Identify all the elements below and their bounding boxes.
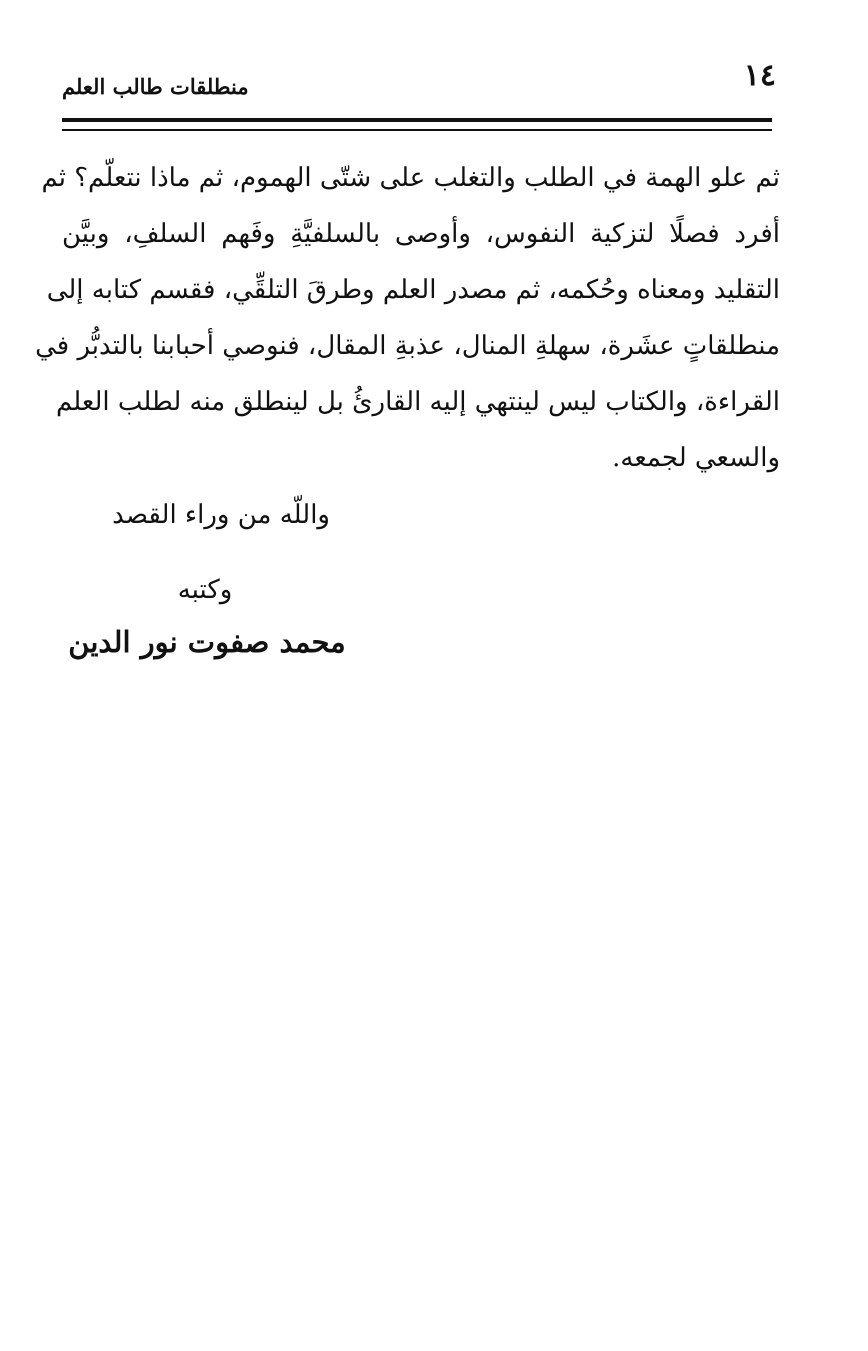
header-rule-thin bbox=[62, 129, 772, 131]
closing-phrase: واللّه من وراء القصد bbox=[112, 500, 330, 530]
author-name: محمد صفوت نور الدين bbox=[68, 625, 346, 659]
body-paragraph bbox=[35, 150, 780, 486]
page-number: ١٤ bbox=[743, 58, 776, 93]
paragraph-line: التقليد ومعناه وحُكمه، ثم مصدر العلم وطرقَ التلقِّي، فقسم كتابه إلى bbox=[46, 275, 780, 305]
paragraph-line: ثم علو الهمة في الطلب والتغلب على شتّى الهموم، ثم ماذا نتعلّم؟ ثم bbox=[41, 163, 780, 193]
paragraph-line: منطلقاتٍ عشَرة، سهلةِ المنال، عذبةِ المقال، فنوصي أحبابنا بالتدبُّر في bbox=[35, 331, 780, 361]
paragraph-line: القراءة، والكتاب ليس لينتهي إليه القارئُ بل لينطلق منه لطلب العلم bbox=[55, 387, 780, 417]
signed-label: وكتبه bbox=[177, 575, 233, 605]
running-header-title: منطلقات طالب العلم bbox=[62, 74, 249, 99]
header-rule-thick bbox=[62, 118, 772, 122]
paragraph-line: والسعي لجمعه. bbox=[612, 443, 780, 473]
paragraph-line: أفرد فصلًا لتزكية النفوس، وأوصى بالسلفيَّةِ وفَهم السلفِ، وبيَّن bbox=[62, 219, 780, 249]
